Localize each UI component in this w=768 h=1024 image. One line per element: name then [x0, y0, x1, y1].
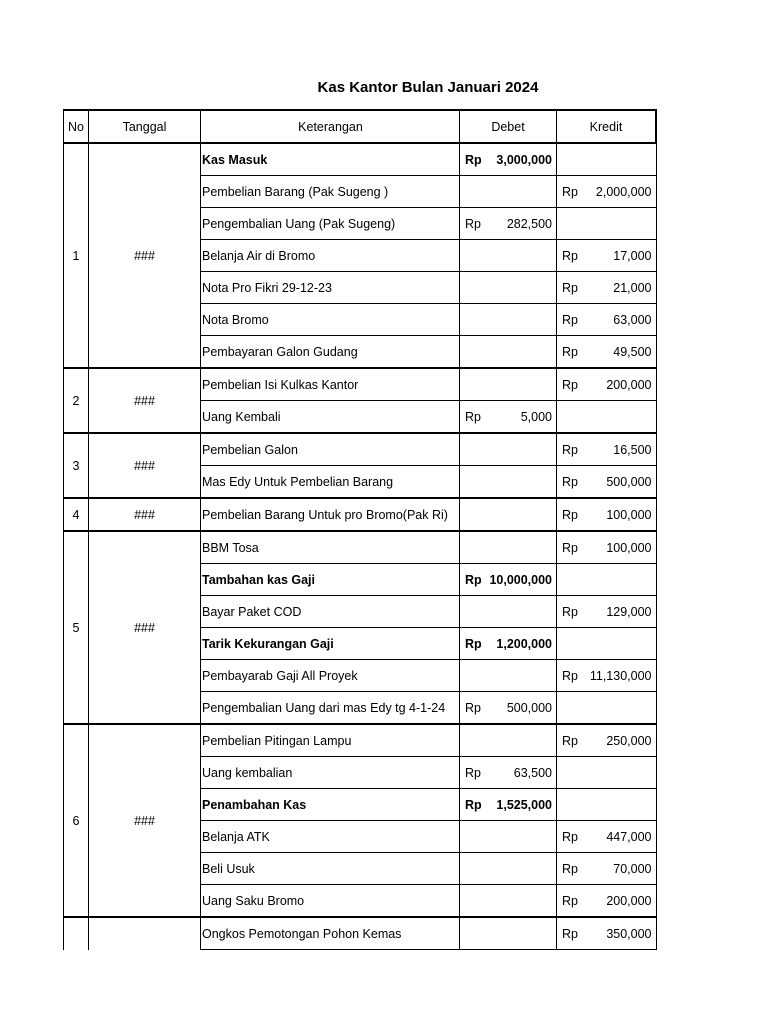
table-row — [64, 433, 657, 466]
cell-no: 4 — [64, 498, 89, 531]
debet-amount: 10,000,000 — [489, 572, 552, 587]
debet-amount: 500,000 — [506, 700, 552, 715]
cell-keterangan: Penambahan Kas — [201, 789, 460, 821]
cell-kredit — [557, 176, 657, 208]
kredit-amount: 350,000 — [606, 926, 652, 941]
cell-keterangan: Nota Bromo — [201, 304, 460, 336]
cell-kredit — [557, 531, 657, 564]
cell-debet — [460, 143, 557, 176]
cell-kredit — [557, 433, 657, 466]
currency-label: Rp — [562, 344, 578, 359]
cell-debet — [460, 466, 557, 499]
cell-debet — [460, 304, 557, 336]
cell-kredit — [557, 853, 657, 885]
cell-keterangan: Beli Usuk — [201, 853, 460, 885]
cell-keterangan: Pembelian Barang Untuk pro Bromo(Pak Ri) — [201, 498, 460, 531]
header-no: No — [64, 110, 89, 143]
cell-keterangan: Belanja ATK — [201, 821, 460, 853]
cell-debet — [460, 433, 557, 466]
cell-no: 6 — [64, 724, 89, 917]
cell-keterangan: Uang kembalian — [201, 757, 460, 789]
cell-kredit — [557, 789, 657, 821]
cell-kredit — [557, 596, 657, 628]
kredit-amount: 17,000 — [613, 248, 652, 263]
currency-label: Rp — [562, 280, 578, 295]
kredit-amount: 2,000,000 — [595, 184, 652, 199]
kredit-amount: 16,500 — [613, 442, 652, 457]
cell-keterangan: Ongkos Pemotongan Pohon Kemas — [201, 917, 460, 950]
currency-label: Rp — [465, 572, 482, 587]
cell-debet — [460, 821, 557, 853]
kredit-amount: 63,000 — [613, 312, 652, 327]
cell-debet — [460, 498, 557, 531]
kredit-amount: 447,000 — [606, 829, 652, 844]
cell-debet — [460, 336, 557, 369]
header-tanggal: Tanggal — [89, 110, 201, 143]
kredit-amount: 100,000 — [606, 507, 652, 522]
cell-no: 2 — [64, 368, 89, 433]
header-keterangan: Keterangan — [201, 110, 460, 143]
cell-debet — [460, 660, 557, 692]
table-row — [64, 531, 657, 564]
cell-debet — [460, 272, 557, 304]
cell-kredit — [557, 917, 657, 950]
cell-kredit — [557, 628, 657, 660]
debet-amount: 5,000 — [520, 409, 552, 424]
currency-label: Rp — [562, 184, 578, 199]
cell-kredit — [557, 885, 657, 918]
cell-keterangan: Pembelian Galon — [201, 433, 460, 466]
kredit-amount: 200,000 — [606, 893, 652, 908]
kredit-amount: 200,000 — [606, 377, 652, 392]
cell-debet — [460, 885, 557, 918]
cell-no: 1 — [64, 143, 89, 368]
currency-label: Rp — [465, 765, 481, 780]
kredit-amount: 49,500 — [613, 344, 652, 359]
cell-kredit — [557, 240, 657, 272]
debet-amount: 3,000,000 — [496, 152, 552, 167]
kredit-amount: 11,130,000 — [589, 668, 652, 683]
currency-label: Rp — [562, 474, 578, 489]
cell-keterangan: Mas Edy Untuk Pembelian Barang — [201, 466, 460, 499]
cell-debet — [460, 401, 557, 434]
cell-kredit — [557, 821, 657, 853]
cell-tanggal: ### — [89, 498, 201, 531]
cell-kredit — [557, 304, 657, 336]
cell-debet — [460, 531, 557, 564]
table-row — [64, 917, 657, 950]
cell-tanggal: ### — [89, 143, 201, 368]
cell-debet — [460, 208, 557, 240]
cell-keterangan: Pengembalian Uang dari mas Edy tg 4-1-24 — [201, 692, 460, 725]
cell-tanggal: ### — [89, 433, 201, 498]
currency-label: Rp — [562, 312, 578, 327]
currency-label: Rp — [465, 409, 481, 424]
cell-debet — [460, 789, 557, 821]
cell-kredit — [557, 757, 657, 789]
currency-label: Rp — [562, 668, 578, 683]
cell-keterangan: Bayar Paket COD — [201, 596, 460, 628]
cell-keterangan: BBM Tosa — [201, 531, 460, 564]
cell-kredit — [557, 498, 657, 531]
kredit-amount: 100,000 — [606, 540, 652, 555]
cell-no: 3 — [64, 433, 89, 498]
currency-label: Rp — [562, 861, 578, 876]
debet-amount: 282,500 — [506, 216, 552, 231]
cell-debet — [460, 917, 557, 950]
cell-keterangan: Pembelian Isi Kulkas Kantor — [201, 368, 460, 401]
currency-label: Rp — [562, 926, 578, 941]
currency-label: Rp — [562, 893, 578, 908]
debet-amount: 63,500 — [513, 765, 552, 780]
ledger-body — [64, 143, 657, 950]
cell-tanggal — [89, 917, 201, 950]
cell-keterangan: Nota Pro Fikri 29-12-23 — [201, 272, 460, 304]
cell-debet — [460, 368, 557, 401]
ledger-table — [63, 109, 657, 950]
currency-label: Rp — [465, 152, 482, 167]
cell-tanggal: ### — [89, 531, 201, 724]
currency-label: Rp — [562, 540, 578, 555]
cell-debet — [460, 628, 557, 660]
table-row — [64, 368, 657, 401]
cell-debet — [460, 564, 557, 596]
header-debet: Debet — [460, 110, 557, 143]
kredit-amount: 70,000 — [613, 861, 652, 876]
kredit-amount: 129,000 — [606, 604, 652, 619]
currency-label: Rp — [562, 442, 578, 457]
page-title: Kas Kantor Bulan Januari 2024 — [317, 79, 539, 96]
currency-label: Rp — [562, 733, 578, 748]
currency-label: Rp — [465, 636, 482, 651]
cell-tanggal: ### — [89, 368, 201, 433]
debet-amount: 1,200,000 — [496, 636, 552, 651]
cell-kredit — [557, 401, 657, 434]
cell-keterangan: Pembayarab Gaji All Proyek — [201, 660, 460, 692]
cell-tanggal: ### — [89, 724, 201, 917]
currency-label: Rp — [562, 604, 578, 619]
cell-keterangan: Uang Saku Bromo — [201, 885, 460, 918]
table-row — [64, 724, 657, 757]
cell-kredit — [557, 143, 657, 176]
cell-kredit — [557, 368, 657, 401]
kredit-amount: 500,000 — [606, 474, 652, 489]
cell-kredit — [557, 660, 657, 692]
cell-no: 5 — [64, 531, 89, 724]
cell-keterangan: Uang Kembali — [201, 401, 460, 434]
cell-kredit — [557, 692, 657, 725]
cell-keterangan: Pembayaran Galon Gudang — [201, 336, 460, 369]
cell-no — [64, 917, 89, 950]
cell-debet — [460, 240, 557, 272]
cell-keterangan: Pembelian Pitingan Lampu — [201, 724, 460, 757]
header-kredit: Kredit — [557, 110, 657, 143]
cell-kredit — [557, 272, 657, 304]
kredit-amount: 250,000 — [606, 733, 652, 748]
cell-debet — [460, 757, 557, 789]
cell-kredit — [557, 208, 657, 240]
cell-keterangan: Tambahan kas Gaji — [201, 564, 460, 596]
currency-label: Rp — [562, 507, 578, 522]
currency-label: Rp — [465, 797, 482, 812]
currency-label: Rp — [465, 700, 481, 715]
cell-debet — [460, 176, 557, 208]
cell-debet — [460, 724, 557, 757]
cell-debet — [460, 692, 557, 725]
cell-kredit — [557, 336, 657, 369]
debet-amount: 1,525,000 — [496, 797, 552, 812]
cell-kredit — [557, 564, 657, 596]
currency-label: Rp — [562, 248, 578, 263]
cell-keterangan: Tarik Kekurangan Gaji — [201, 628, 460, 660]
table-row — [64, 498, 657, 531]
currency-label: Rp — [562, 829, 578, 844]
kredit-amount: 21,000 — [613, 280, 652, 295]
table-row — [64, 143, 657, 176]
currency-label: Rp — [465, 216, 481, 231]
cell-keterangan: Kas Masuk — [201, 143, 460, 176]
cell-keterangan: Belanja Air di Bromo — [201, 240, 460, 272]
cell-kredit — [557, 724, 657, 757]
currency-label: Rp — [562, 377, 578, 392]
cell-keterangan: Pembelian Barang (Pak Sugeng ) — [201, 176, 460, 208]
cell-keterangan: Pengembalian Uang (Pak Sugeng) — [201, 208, 460, 240]
cell-debet — [460, 596, 557, 628]
cell-kredit — [557, 466, 657, 499]
table-header-row — [64, 110, 657, 143]
cell-debet — [460, 853, 557, 885]
